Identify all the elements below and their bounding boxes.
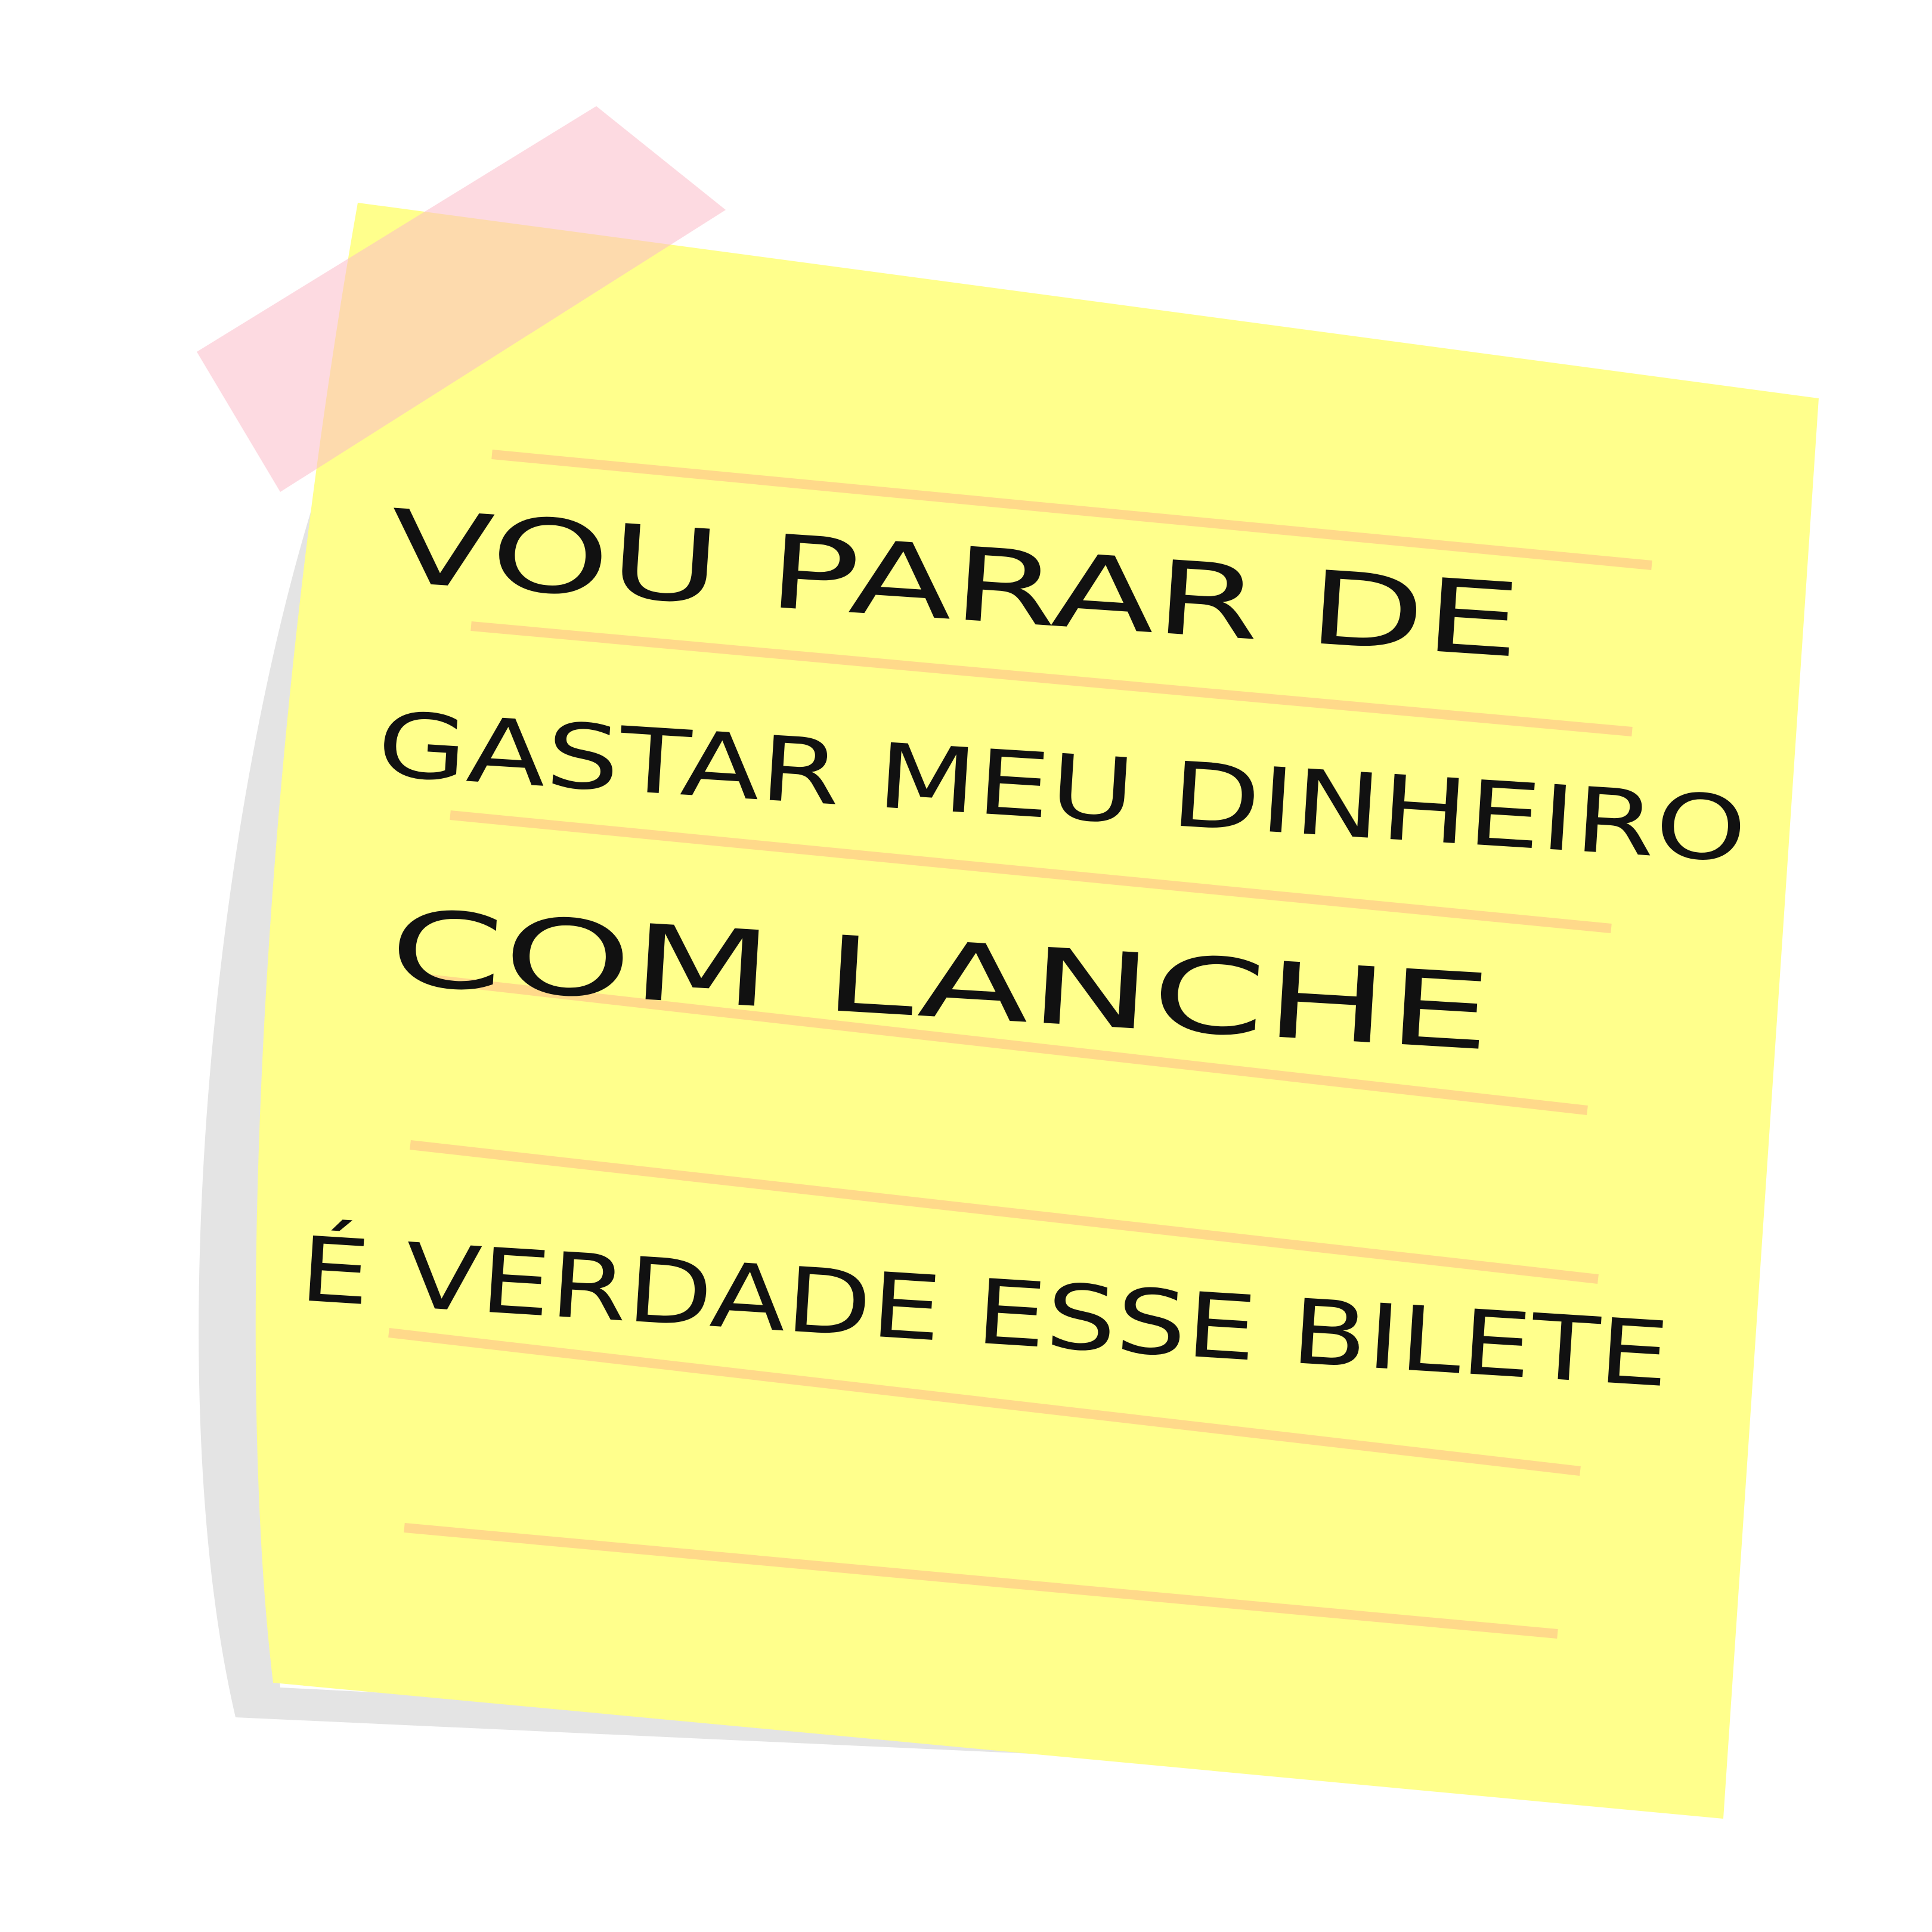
note-line-3: COM LANCHE: [386, 888, 1098, 1051]
note-line-1: VOU PARAR DE: [386, 488, 1151, 657]
note-line-4: É VERDADE ESSE BILETE: [296, 1218, 1409, 1391]
note-line-2: GASTAR MEU DINHEIRO: [374, 693, 1438, 863]
